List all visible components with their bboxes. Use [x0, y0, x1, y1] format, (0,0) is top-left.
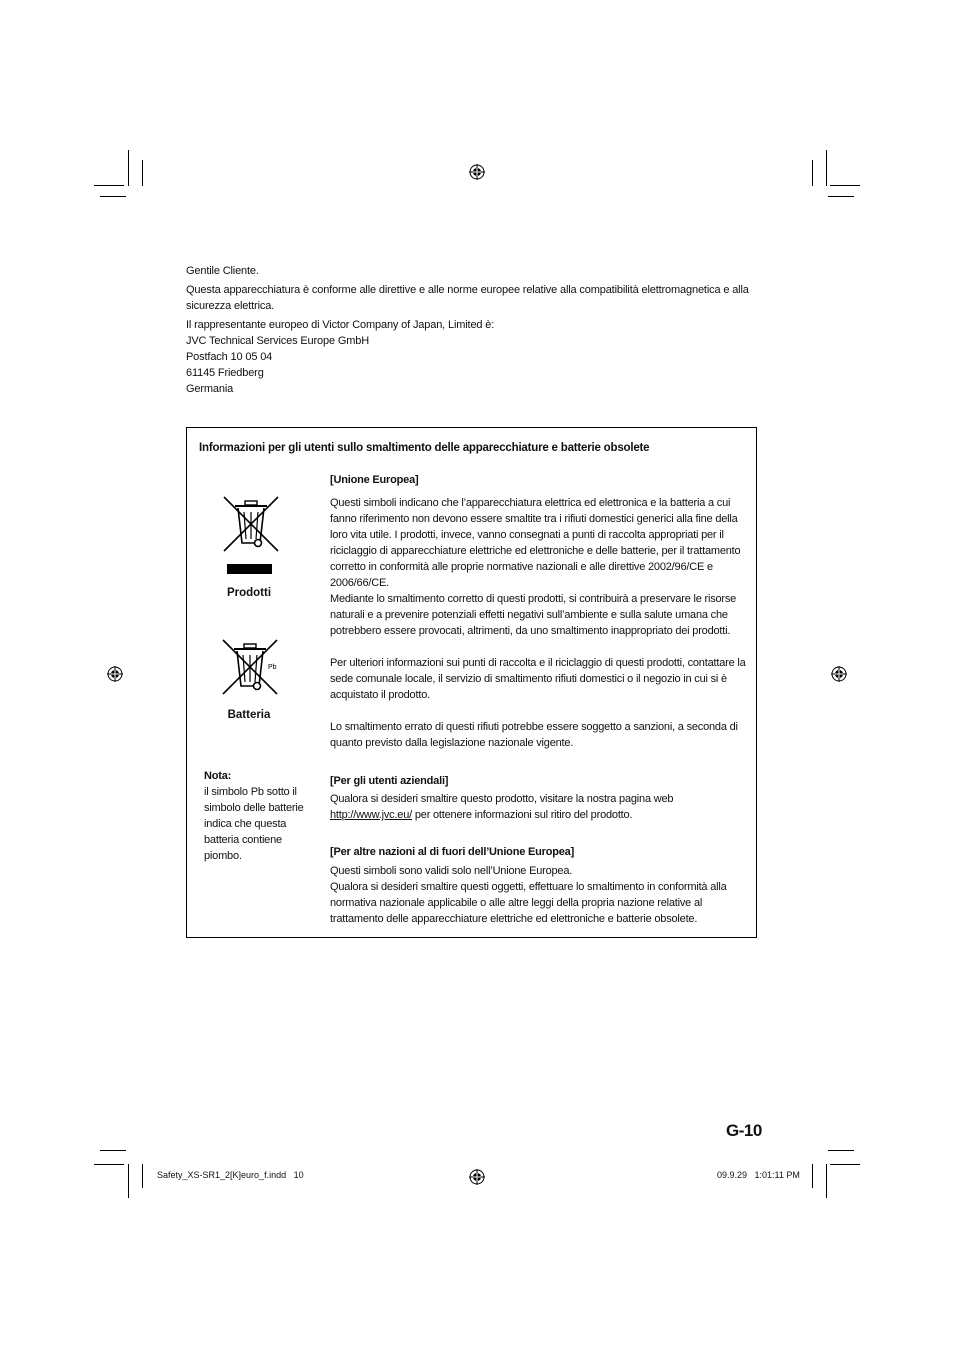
eu-paragraph-text: Mediante lo smaltimento corretto di questi prodotti, si contribuirà a preservare le risorse naturali e a prevenire potenziali effetti negativi sull’ambiente e sulla salute umana che potrebbero essere provocati, altrimenti, da uno smaltimento inappropriato dei prodotti. [330, 593, 737, 637]
non-eu-line-2: Qualora si desideri smaltire questi oggetti, effettuare lo smaltimento in conformità alla normativa nazionale applicabile o alle altre leggi della propria nazione relative al trattamento delle apparecchiature elettriche ed elettroniche e batterie obsolete. [330, 881, 727, 925]
crop-mark [830, 185, 860, 186]
address-line: Germania [186, 383, 234, 395]
crop-mark [142, 1164, 143, 1188]
jvc-website-link[interactable]: http://www.jvc.eu/ [330, 809, 412, 821]
non-eu-paragraph [330, 863, 748, 927]
non-eu-heading-text: [Per altre nazioni al di fuori dell’Unione Europea] [330, 846, 575, 858]
battery-label: Batteria [227, 709, 271, 721]
eu-paragraph-text: Lo smaltimento errato di questi rifiuti potrebbe essere soggetto a sanzioni, a seconda di quanto previsto dalla legislazione nazionale vigente. [330, 721, 738, 749]
eu-paragraph-text: Questi simboli indicano che l’apparecchiatura elettrica ed elettronica e la batteria a cui fanno riferimento non devono essere smaltite tra i rifiuti domestici generici alla fine della loro vita utile. I prodotti, invece, vanno consegnati a punti di raccolta appropriati per il riciclaggio di apparecchiature elettriche ed elettroniche e delle batterie, per il trattamento corretto in conformità alle proprie normative nazionali e alle direttive 2002/96/CE e 2006/66/CE. [330, 497, 741, 589]
registration-mark-icon [469, 1169, 485, 1185]
crop-mark [830, 1164, 860, 1165]
business-text-before: Qualora si desideri smaltire questo prodotto, visitare la nostra pagina web [330, 793, 674, 805]
nota-section [204, 768, 314, 864]
non-eu-heading [330, 844, 748, 860]
nota-text: il simbolo Pb sotto il simbolo delle batterie indica che questa batteria contiene piombo. [204, 786, 304, 862]
eu-heading [330, 472, 748, 488]
crop-mark [128, 1164, 129, 1198]
intro-section [186, 263, 766, 397]
registration-mark-icon [107, 666, 123, 682]
eu-paragraph-3 [330, 655, 748, 703]
registration-mark-icon [831, 666, 847, 682]
registration-mark-icon [469, 164, 485, 180]
address-line: 61145 Friedberg [186, 367, 264, 379]
footer-timestamp: 09.9.29 1:01:11 PM [717, 1170, 800, 1180]
eu-heading-text: [Unione Europea] [330, 474, 419, 486]
battery-mark-text: Pb [268, 664, 277, 671]
eu-paragraph-2 [330, 591, 748, 639]
disposal-info-box [186, 427, 757, 938]
products-label: Prodotti [226, 587, 272, 599]
crop-mark [94, 1164, 124, 1165]
business-paragraph-text [330, 791, 748, 823]
address-line: Postfach 10 05 04 [186, 351, 273, 363]
crop-mark [826, 150, 827, 186]
crop-mark [826, 1164, 827, 1198]
eu-paragraph-4 [330, 719, 748, 751]
non-eu-line-1: Questi simboli sono validi solo nell’Unione Europea. [330, 865, 573, 877]
crossed-bin-products-icon [223, 496, 279, 576]
conformity-statement: Questa apparecchiatura è conforme alle direttive e alle norme europee relative alla compatibilità elettromagnetica e alla sicurezza elettrica. [186, 284, 749, 312]
crop-mark [142, 160, 143, 186]
crop-mark [94, 185, 124, 186]
business-paragraph [330, 791, 748, 823]
eu-paragraph-text: Per ulteriori informazioni sui punti di raccolta e il riciclaggio di questi prodotti, contattare la sede comunale locale, il servizio di smaltimento rifiuti domestici o il negozio in cui si è acquistato il prodotto. [330, 657, 746, 701]
footer-filename: Safety_XS-SR1_2[K]euro_f.indd 10 [157, 1170, 304, 1180]
crop-mark [100, 1150, 126, 1151]
address-line: JVC Technical Services Europe GmbH [186, 335, 369, 347]
business-heading [330, 773, 748, 789]
crop-mark [812, 160, 813, 186]
crop-mark [812, 1164, 813, 1188]
crop-mark [828, 1150, 854, 1151]
eu-paragraph-1 [330, 495, 748, 591]
box-title: Informazioni per gli utenti sullo smaltimento delle apparecchiature e batterie obsolete [199, 442, 650, 454]
crop-mark [128, 150, 129, 186]
representative-intro: Il rappresentante europeo di Victor Company of Japan, Limited è: [186, 319, 495, 331]
greeting: Gentile Cliente. [186, 265, 259, 277]
page-number: G-10 [726, 1121, 762, 1140]
crop-mark [828, 196, 854, 197]
nota-title: Nota: [204, 770, 232, 782]
crop-mark [100, 196, 126, 197]
business-heading-text: [Per gli utenti aziendali] [330, 775, 449, 787]
crossed-bin-battery-icon [222, 639, 278, 699]
business-text-after: per ottenere informazioni sul ritiro del prodotto. [412, 809, 633, 821]
